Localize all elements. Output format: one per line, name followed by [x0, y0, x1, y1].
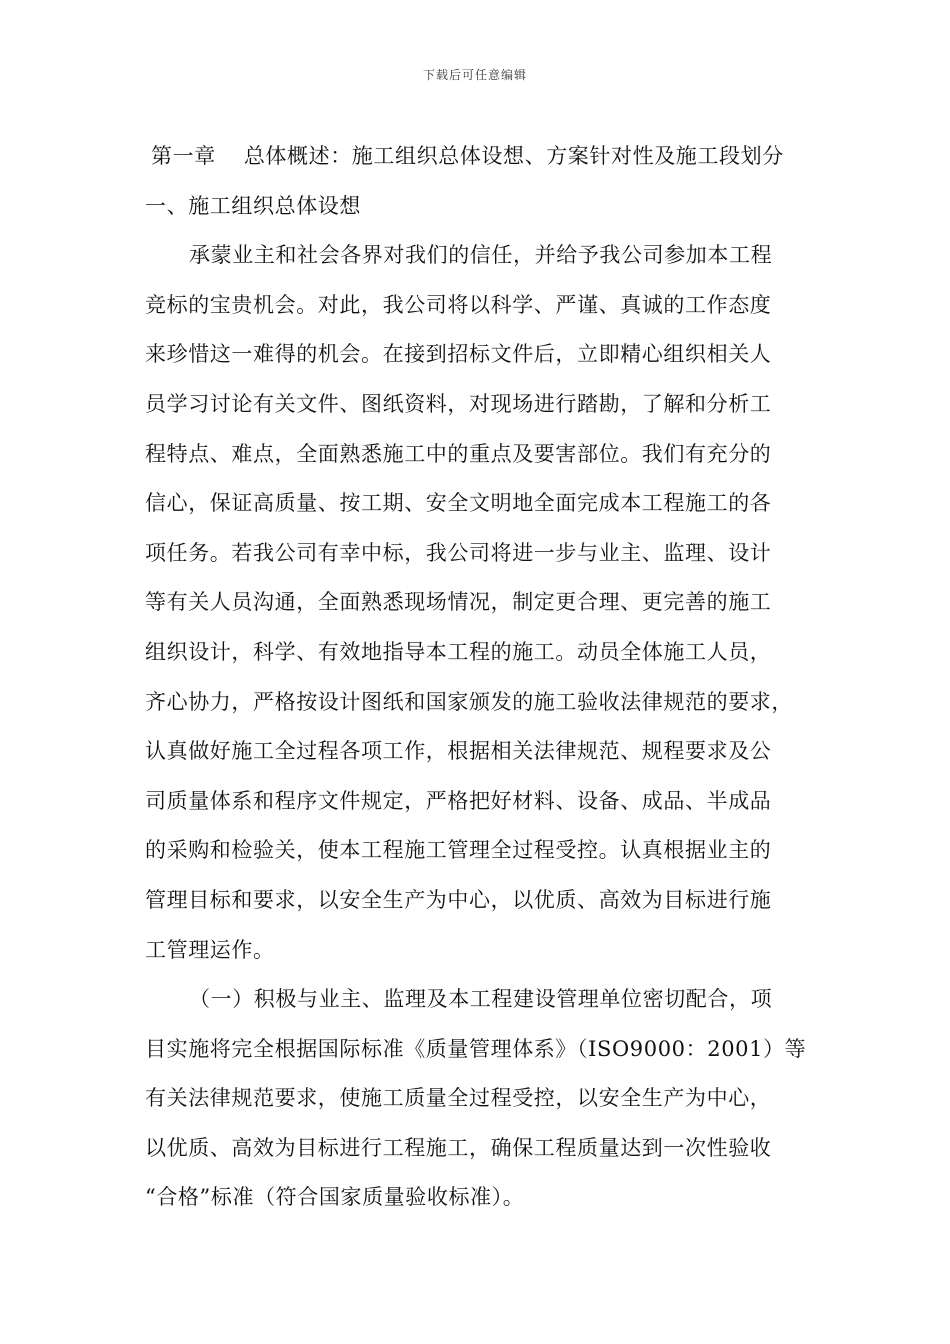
paragraph-line: 项任务。若我公司有幸中标，我公司将进一步与业主、监理、设计 — [145, 540, 772, 565]
paragraph-line: 程特点、难点，全面熟悉施工中的重点及要害部位。我们有充分的 — [145, 441, 772, 466]
paragraph-line: 有关法律规范要求，使施工质量全过程受控，以安全生产为中心， — [145, 1086, 772, 1111]
document-body — [145, 132, 825, 1223]
paragraph-line: 目实施将完全根据国际标准《质量管理体系》（ISO9000：2001）等 — [145, 1036, 807, 1061]
paragraph-line: 管理目标和要求，以安全生产为中心，以优质、高效为目标进行施 — [145, 887, 772, 912]
paragraph-line: 以优质、高效为目标进行工程施工，确保工程质量达到一次性验收 — [145, 1135, 772, 1160]
paragraph-line: 司质量体系和程序文件规定，严格把好材料、设备、成品、半成品 — [145, 788, 772, 813]
paragraph-line: 组织设计，科学、有效地指导本工程的施工。动员全体施工人员， — [145, 639, 772, 664]
chapter-label: 第一章 — [151, 144, 216, 168]
paragraph-1 — [145, 231, 825, 975]
chapter-heading — [145, 132, 825, 182]
chapter-title: 总体概述：施工组织总体设想、方案针对性及施工段划分 — [243, 144, 784, 168]
paragraph-line: 工管理运作。 — [145, 937, 275, 962]
paragraph-line: 认真做好施工全过程各项工作，根据相关法律规范、规程要求及公 — [145, 739, 772, 764]
paragraph-line: 竞标的宝贵机会。对此，我公司将以科学、严谨、真诚的工作态度 — [145, 292, 772, 317]
paragraph-line: 承蒙业主和社会各界对我们的信任，并给予我公司参加本工程 — [189, 243, 773, 268]
paragraph-line: 等有关人员沟通，全面熟悉现场情况，制定更合理、更完善的施工 — [145, 590, 772, 615]
paragraph-line: 的采购和检验关，使本工程施工管理全过程受控。认真根据业主的 — [145, 838, 772, 863]
section-heading: 一、施工组织总体设想 — [145, 193, 361, 218]
paragraph-line: 来珍惜这一难得的机会。在接到招标文件后，立即精心组织相关人 — [145, 342, 772, 367]
paragraph-line: “合格”标准（符合国家质量验收标准）。 — [145, 1185, 525, 1210]
paragraph-line: （一）积极与业主、监理及本工程建设管理单位密切配合，项 — [189, 987, 773, 1012]
header-note: 下载后可任意编辑 — [422, 68, 527, 82]
paragraph-2 — [145, 975, 825, 1223]
paragraph-line: 信心，保证高质量、按工期、安全文明地全面完成本工程施工的各 — [145, 491, 772, 516]
paragraph-line: 齐心协力，严格按设计图纸和国家颁发的施工验收法律规范的要求， — [145, 689, 793, 714]
paragraph-line: 员学习讨论有关文件、图纸资料，对现场进行踏勘，了解和分析工 — [145, 391, 772, 416]
